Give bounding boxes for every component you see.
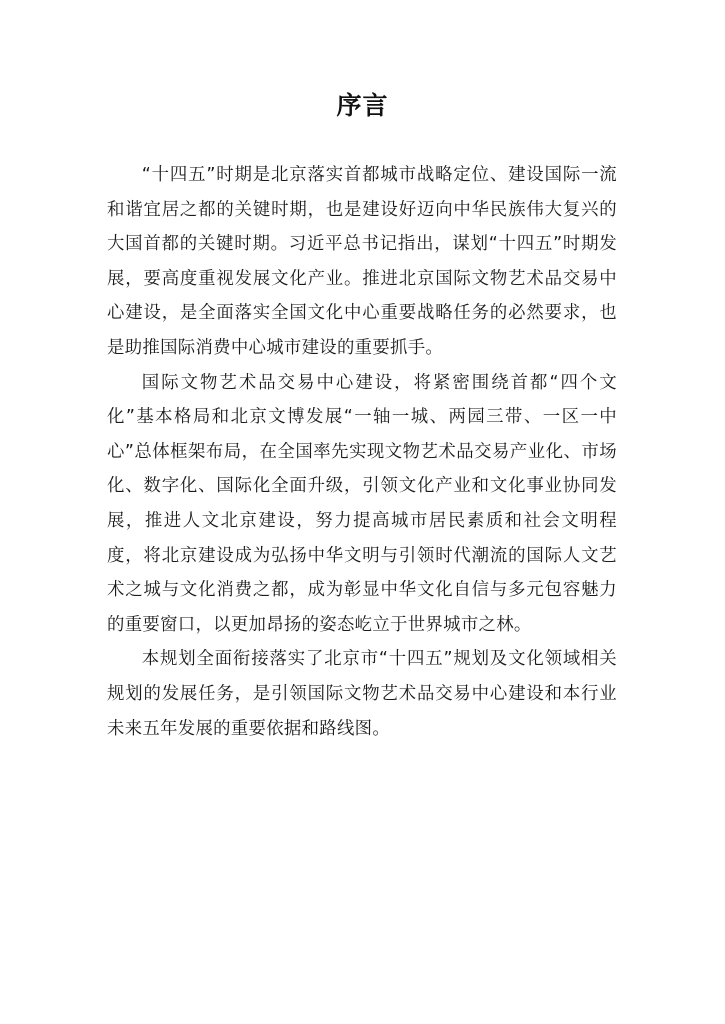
paragraph-1: “十四五”时期是北京落实首都城市战略定位、建设国际一流和谐宜居之都的关键时期，也是建设好迈向中华民族伟大复兴的大国首都的关键时期。习近平总书记指出，谋划“十四五”时期发展，要高度重视发展文化产业。推进北京国际文物艺术品交易中心建设，是全面落实全国文化中心重要战略任务的必然要求，也是助推国际消费中心城市建设的重要抓手。 (107, 165, 617, 358)
page-title: 序言 (336, 91, 389, 120)
document-body (107, 158, 617, 746)
paragraph-3: 本规划全面衔接落实了北京市“十四五”规划及文化领域相关规划的发展任务，是引领国际文物艺术品交易中心建设和本行业未来五年发展的重要依据和路线图。 (107, 649, 617, 739)
paragraph-2: 国际文物艺术品交易中心建设，将紧密围绕首都“四个文化”基本格局和北京文博发展“一轴一城、两园三带、一区一中心”总体框架布局，在全国率先实现文物艺术品交易产业化、市场化、数字化、国际化全面升级，引领文化产业和文化事业协同发展，推进人文北京建设，努力提高城市居民素质和社会文明程度，将北京建设成为弘扬中华文明与引领时代潮流的国际人文艺术之城与文化消费之都，成为彰显中华文化自信与多元包容魅力的重要窗口，以更加昂扬的姿态屹立于世界城市之林。 (107, 372, 617, 635)
